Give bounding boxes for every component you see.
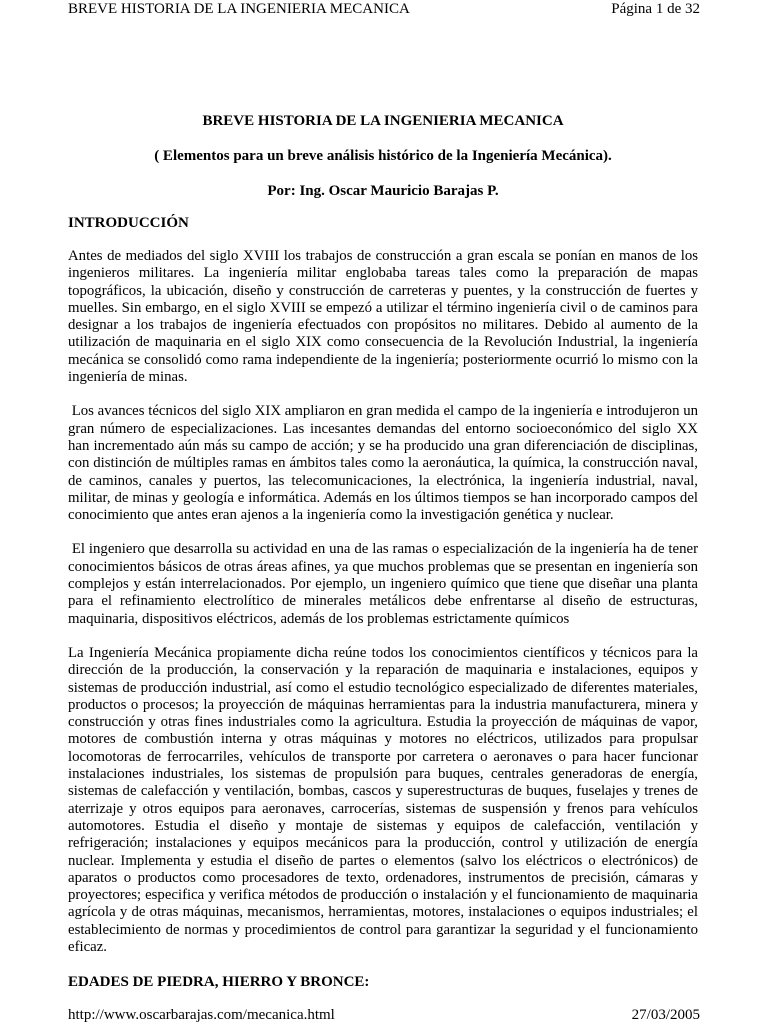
paragraph: Antes de mediados del siglo XVIII los trabajos de construcción a gran escala se ponían en manos de los ingenieros militares. La ingeniería militar englobaba tareas tales como la preparación de mapas topográficos, la ubicación, diseño y construcción de carreteras y puentes, y la construcción de fuertes y muelles. Sin embargo, en el siglo XVIII se empezó a utilizar el término ingeniería civil o de caminos para designar a los trabajos de ingeniería efectuados con propósitos no militares. Debido al aumento de la utilización de maquinaria en el siglo XIX como consecuencia de la Revolución Industrial, la ingeniería mecánica se consolidó como rama independiente de la ingeniería; posteriormente ocurrió lo mismo con la ingeniería de minas. (68, 248, 698, 386)
document-body (68, 112, 702, 1007)
section-heading-introduccion: INTRODUCCIÓN (68, 215, 189, 231)
document-subtitle: ( Elementos para un breve análisis histórico de la Ingeniería Mecánica). (154, 148, 612, 164)
paragraph: Los avances técnicos del siglo XIX ampliaron en gran medida el campo de la ingeniería e introdujeron un gran número de especializaciones. Las incesantes demandas del entorno socioeconómico del siglo XX han incrementado aún más su campo de acción; y se ha producido una gran diferenciación de disciplinas, con distinción de múltiples ramas en ámbitos tales como la aeronáutica, la química, la construcción naval, de caminos, canales y puertos, las telecomunicaciones, la electrónica, la ingeniería industrial, naval, militar, de minas y geología e informática. Además en los últimos tiempos se han incorporado campos del conocimiento que antes eran ajenos a la ingeniería como la investigación genética y nuclear. (68, 403, 702, 524)
footer-date: 27/03/2005 (631, 1007, 700, 1023)
document-title: BREVE HISTORIA DE LA INGENIERIA MECANICA (202, 113, 564, 129)
page-footer (68, 1006, 700, 1024)
footer-url-link[interactable]: http://www.oscarbarajas.com/mecanica.html (68, 1007, 335, 1023)
header-title: BREVE HISTORIA DE LA INGENIERIA MECANICA (68, 1, 410, 17)
page-header (68, 0, 700, 18)
page-number: Página 1 de 32 (611, 1, 700, 17)
paragraph: El ingeniero que desarrolla su actividad en una de las ramas o especialización de la ingeniería ha de tener conocimientos básicos de otras áreas afines, ya que muchos problemas que se presentan en ingeniería son complejos y están interrelacionados. Por ejemplo, un ingeniero químico que tiene que diseñar una planta para el refinamiento electrolítico de minerales metálicos debe enfrentarse al diseño de estructuras, maquinaria, dispositivos eléctricos, además de los problemas estrictamente químicos (68, 541, 702, 627)
section-heading-edades: EDADES DE PIEDRA, HIERRO Y BRONCE: (68, 974, 370, 991)
paragraph: La Ingeniería Mecánica propiamente dicha reúne todos los conocimientos científicos y técnicos para la dirección de la producción, la conservación y la reparación de maquinaria e instalaciones, equipos y sistemas de producción industrial, así como el estudio tecnológico especializado de diferentes materiales, productos o procesos; la proyección de máquinas herramientas para la industria manufacturera, minera y construcción y otras fines industriales como la agricultura. Estudia la proyección de máquinas de vapor, motores de combustión interna y otras máquinas y motores no eléctricos, utilizados para propulsar locomotoras de ferrocarriles, vehículos de transporte por carretera o aeronaves o para hacer funcionar instalaciones industriales, los sistemas de propulsión para buques, centrales generadoras de energía, sistemas de calefacción y ventilación, bombas, cascos y superestructuras de buques, fuselajes y trenes de aterrizaje y otros equipos para aeronaves, carrocerías, sistemas de suspensión y frenos para vehículos automotores. Estudia el diseño y montaje de sistemas y equipos de calefacción, ventilación y refrigeración; instalaciones y equipos mecánicos para la producción, control y utilización de energía nuclear. Implementa y estudia el diseño de partes o elementos (salvo los eléctricos o electrónicos) de aparatos o productos como procesadores de texto, ordenadores, instrumentos de precisión, cámaras y proyectores; especifica y verifica métodos de producción o instalación y el funcionamiento de maquinaria agrícola y de otras máquinas, mecanismos, herramientas, motores, instalaciones o equipos industriales; el establecimiento de normas y procedimientos de control para garantizar la seguridad y el funcionamiento eficaz. (68, 644, 698, 955)
document-author: Por: Ing. Oscar Mauricio Barajas P. (267, 183, 499, 199)
